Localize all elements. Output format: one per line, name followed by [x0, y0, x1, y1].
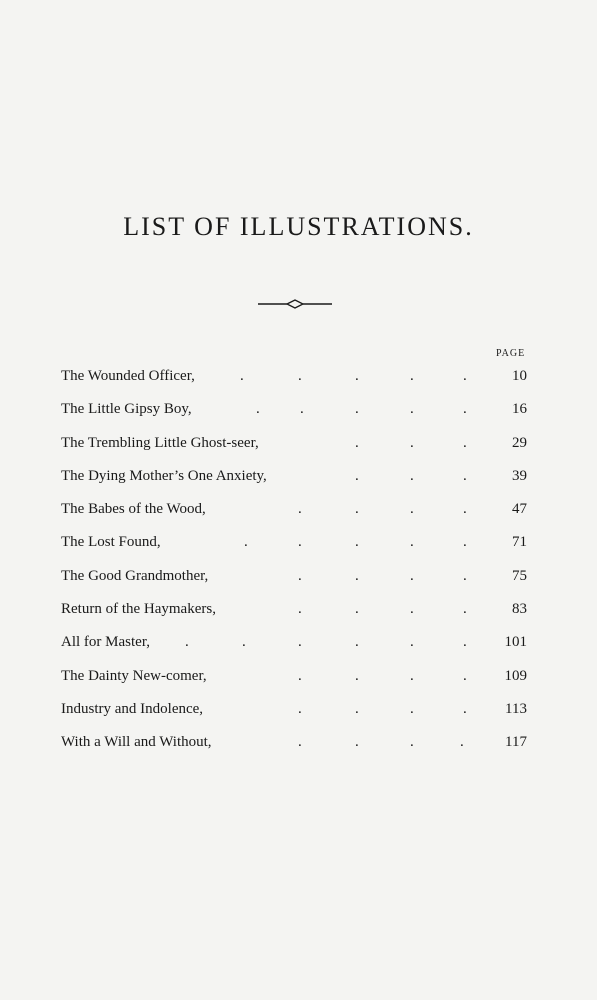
- dot-leader: .: [410, 667, 414, 684]
- dot-leader: .: [463, 368, 467, 384]
- illustrations-list: [0, 364, 597, 764]
- list-item: [0, 497, 597, 530]
- dot-leader: .: [298, 700, 302, 717]
- dot-leader: .: [410, 467, 414, 484]
- dot-leader: .: [355, 567, 359, 584]
- dot-leader: .: [463, 434, 467, 451]
- illustration-title: The Wounded Officer,: [61, 368, 195, 384]
- dot-leader: .: [298, 501, 302, 518]
- page-number: 47: [512, 501, 527, 518]
- dot-leader: .: [355, 700, 359, 717]
- page-number: 75: [512, 567, 527, 584]
- page-number: 71: [512, 534, 527, 551]
- page-number: 83: [512, 601, 527, 618]
- dot-leader: .: [298, 667, 302, 684]
- dot-leader: .: [463, 700, 467, 717]
- dot-leader: .: [355, 734, 359, 751]
- dot-leader: .: [463, 467, 467, 484]
- dot-leader: .: [410, 401, 414, 418]
- list-item: [0, 597, 597, 630]
- dot-leader: .: [463, 601, 467, 618]
- dot-leader: .: [355, 601, 359, 618]
- dot-leader: .: [410, 601, 414, 618]
- dot-leader: .: [463, 501, 467, 518]
- page-number: 117: [505, 734, 527, 751]
- illustration-title: The Lost Found,: [61, 534, 161, 551]
- dot-leader: .: [410, 368, 414, 384]
- dot-leader: .: [298, 534, 302, 551]
- dot-leader: .: [410, 501, 414, 518]
- dot-leader: .: [355, 434, 359, 451]
- dot-leader: .: [300, 401, 304, 418]
- list-item: [0, 730, 597, 763]
- dot-leader: .: [355, 401, 359, 418]
- list-item: [0, 530, 597, 563]
- dot-leader: .: [355, 501, 359, 518]
- dot-leader: .: [410, 567, 414, 584]
- dot-leader: .: [355, 634, 359, 651]
- dot-leader: .: [298, 634, 302, 651]
- list-item: [0, 630, 597, 663]
- illustration-title: All for Master,: [61, 634, 150, 651]
- list-item: [0, 397, 597, 430]
- list-item: [0, 564, 597, 597]
- dot-leader: .: [463, 667, 467, 684]
- ornament-divider-icon: [258, 297, 332, 311]
- page-number: 101: [504, 634, 527, 651]
- page-number: 10: [512, 368, 527, 384]
- dot-leader: .: [240, 368, 244, 384]
- dot-leader: .: [355, 467, 359, 484]
- page-number: 16: [512, 401, 527, 418]
- dot-leader: .: [355, 368, 359, 384]
- dot-leader: .: [185, 634, 189, 651]
- illustration-title: The Trembling Little Ghost-seer,: [61, 434, 259, 451]
- dot-leader: .: [463, 534, 467, 551]
- dot-leader: .: [298, 601, 302, 618]
- dot-leader: .: [244, 534, 248, 551]
- page-number: 29: [512, 434, 527, 451]
- dot-leader: .: [298, 368, 302, 384]
- illustration-title: The Dainty New-comer,: [61, 667, 207, 684]
- dot-leader: .: [463, 401, 467, 418]
- dot-leader: .: [355, 667, 359, 684]
- dot-leader: .: [355, 534, 359, 551]
- list-item: [0, 697, 597, 730]
- dot-leader: .: [463, 567, 467, 584]
- illustration-title: The Babes of the Wood,: [61, 501, 206, 518]
- dot-leader: .: [463, 634, 467, 651]
- dot-leader: .: [410, 634, 414, 651]
- dot-leader: .: [410, 734, 414, 751]
- illustration-title: The Good Grandmother,: [61, 567, 209, 584]
- dot-leader: .: [298, 567, 302, 584]
- page-title: LIST OF ILLUSTRATIONS.: [123, 212, 474, 241]
- illustration-title: The Dying Mother’s One Anxiety,: [61, 467, 267, 484]
- list-item: [0, 364, 597, 397]
- dot-leader: .: [410, 434, 414, 451]
- dot-leader: .: [242, 634, 246, 651]
- list-item: [0, 464, 597, 497]
- page-number: 39: [512, 467, 527, 484]
- page-number: 109: [504, 667, 527, 684]
- dot-leader: .: [256, 401, 260, 418]
- illustration-title: With a Will and Without,: [61, 734, 212, 751]
- list-item: [0, 431, 597, 464]
- illustration-title: Return of the Haymakers,: [61, 601, 216, 618]
- dot-leader: .: [460, 734, 464, 751]
- illustration-title: Industry and Indolence,: [61, 700, 204, 717]
- dot-leader: .: [298, 734, 302, 751]
- dot-leader: .: [410, 534, 414, 551]
- page-column-heading: PAGE: [496, 348, 526, 359]
- illustration-title: The Little Gipsy Boy,: [61, 401, 192, 418]
- page-number: 113: [505, 700, 527, 717]
- dot-leader: .: [410, 700, 414, 717]
- list-item: [0, 664, 597, 697]
